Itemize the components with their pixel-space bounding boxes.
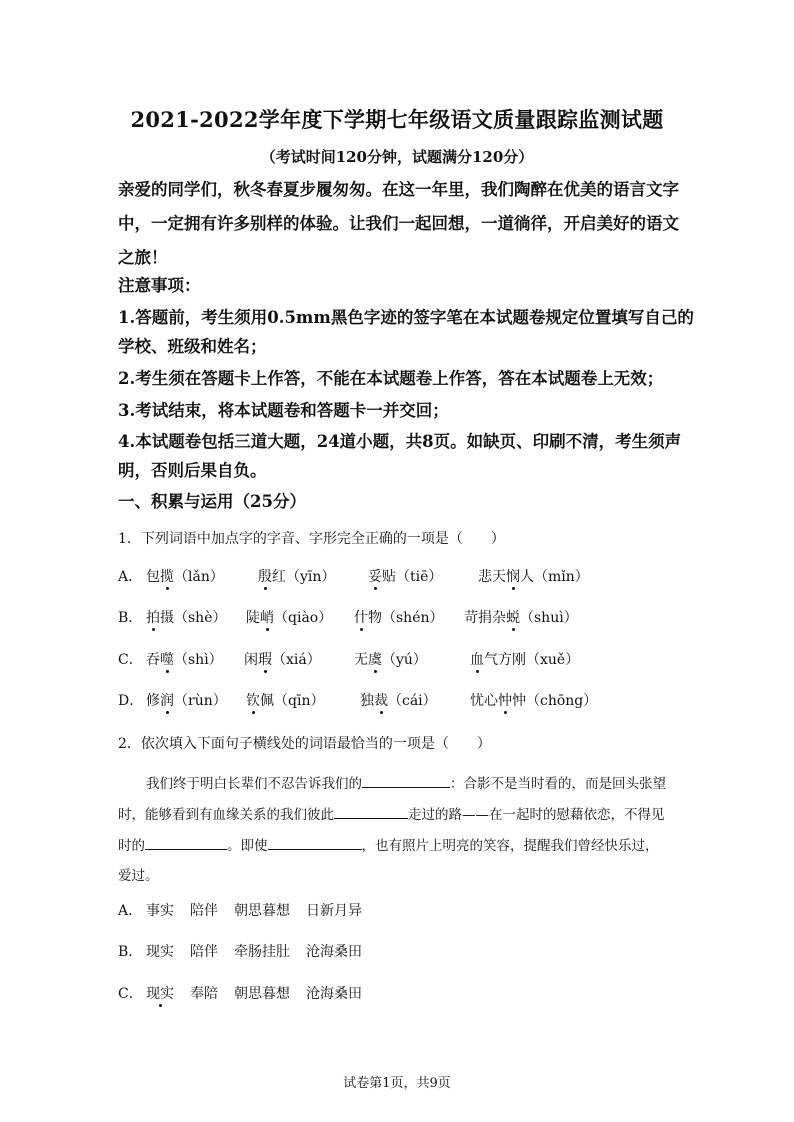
- exam-info: （考试时间120分钟，试题满分120分）: [260, 148, 534, 166]
- option-word: 现实: [146, 983, 174, 1003]
- note-item: 4.本试题卷包括三道大题，24道小题，共8页。如缺页、印刷不清，考生须声: [118, 432, 682, 451]
- section-heading: 一、积累与运用（25分）: [118, 492, 306, 511]
- option-letter: A．: [118, 903, 143, 919]
- question-2-stem: 2．依次填入下面句子横线处的词语最恰当的一项是（ ）: [118, 736, 491, 752]
- option-word: 奉陪: [190, 986, 218, 1002]
- note-item: 3.考试结束，将本试题卷和答题卡一并交回；: [118, 401, 449, 420]
- option-word: 钦佩（qīn）: [246, 690, 324, 710]
- option-word: 吞噬（shì）: [146, 649, 223, 669]
- page-number: 试卷第1页，共9页: [343, 1076, 451, 1091]
- option-word: 独裁（cái）: [360, 690, 437, 710]
- option-word: 包揽（lǎn）: [146, 566, 224, 586]
- option-word: 日新月异: [306, 903, 362, 919]
- question-1-stem: 1．下列词语中加点字的字音、字形完全正确的一项是（ ）: [118, 531, 505, 547]
- note-item: 2.考生须在答题卡上作答，不能在本试题卷上作答，答在本试题卷上无效；: [118, 369, 664, 388]
- option-letter: B．: [118, 610, 143, 626]
- option-word: 陡峭（qiào）: [246, 607, 332, 627]
- option-word: 忧心忡忡（chōng）: [470, 690, 597, 710]
- intro-line: 中，一定拥有许多别样的体验。让我们一起回想，一道徜徉，开启美好的语文: [118, 214, 679, 233]
- passage-line: 时的 。即使 ，也有照片上明亮的笑容，提醒我们曾经快乐过，: [118, 834, 659, 854]
- option-word: 悲天悯人（mǐn）: [478, 566, 589, 586]
- option-word: 朝思暮想: [234, 903, 290, 919]
- option-word: 殷红（yīn）: [258, 566, 335, 586]
- passage-line: 爱过。: [118, 868, 159, 884]
- answer-blank: [145, 835, 227, 850]
- notes-heading: 注意事项：: [118, 276, 201, 295]
- note-item: 学校、班级和姓名；: [118, 337, 267, 356]
- option-word: 事实: [146, 903, 174, 919]
- option-word: 牵肠挂肚: [234, 944, 290, 960]
- option-word: 苛捐杂蜕（shuì）: [464, 607, 578, 627]
- note-item: 明，否则后果自负。: [118, 461, 267, 480]
- option-word: 沧海桑田: [306, 986, 362, 1002]
- option-word: 现实: [146, 944, 174, 960]
- option-letter: C．: [118, 986, 143, 1002]
- passage-line: 时，能够看到有血缘关系的我们彼此 走过的路——在一起时的慰藉依恋，不得见: [118, 803, 665, 823]
- option-word: 陪伴: [190, 903, 218, 919]
- option-word: 陪伴: [190, 944, 218, 960]
- option-word: 什物（shén）: [354, 607, 444, 627]
- option-word: 血气方刚（xuě）: [470, 649, 579, 669]
- option-word: 修润（rùn）: [146, 690, 227, 710]
- passage-line: 我们终于明白长辈们不忍告诉我们的 ：合影不是当时看的，而是回头张望: [146, 772, 666, 792]
- intro-line: 之旅！: [118, 248, 168, 267]
- note-item: 1.答题前，考生须用0.5mm黑色字迹的签字笔在本试题卷规定位置填写自己的: [118, 308, 694, 327]
- option-letter: C．: [118, 652, 143, 668]
- intro-line: 亲爱的同学们，秋冬春夏步履匆匆。在这一年里，我们陶醉在优美的语言文字: [118, 180, 679, 199]
- option-word: 朝思暮想: [234, 986, 290, 1002]
- option-word: 妥贴（tiē）: [368, 566, 442, 586]
- option-word: 拍摄（shè）: [146, 607, 227, 627]
- answer-blank: [268, 835, 362, 850]
- option-word: 闲瑕（xiá）: [244, 649, 321, 669]
- option-word: 沧海桑田: [306, 944, 362, 960]
- option-letter: D．: [118, 693, 144, 709]
- page-title: 2021-2022学年度下学期七年级语文质量跟踪监测试题: [130, 107, 664, 132]
- option-letter: B．: [118, 944, 143, 960]
- answer-blank: [334, 804, 408, 819]
- option-word: 无虞（yú）: [354, 649, 427, 669]
- answer-blank: [362, 773, 450, 788]
- option-letter: A．: [118, 569, 143, 585]
